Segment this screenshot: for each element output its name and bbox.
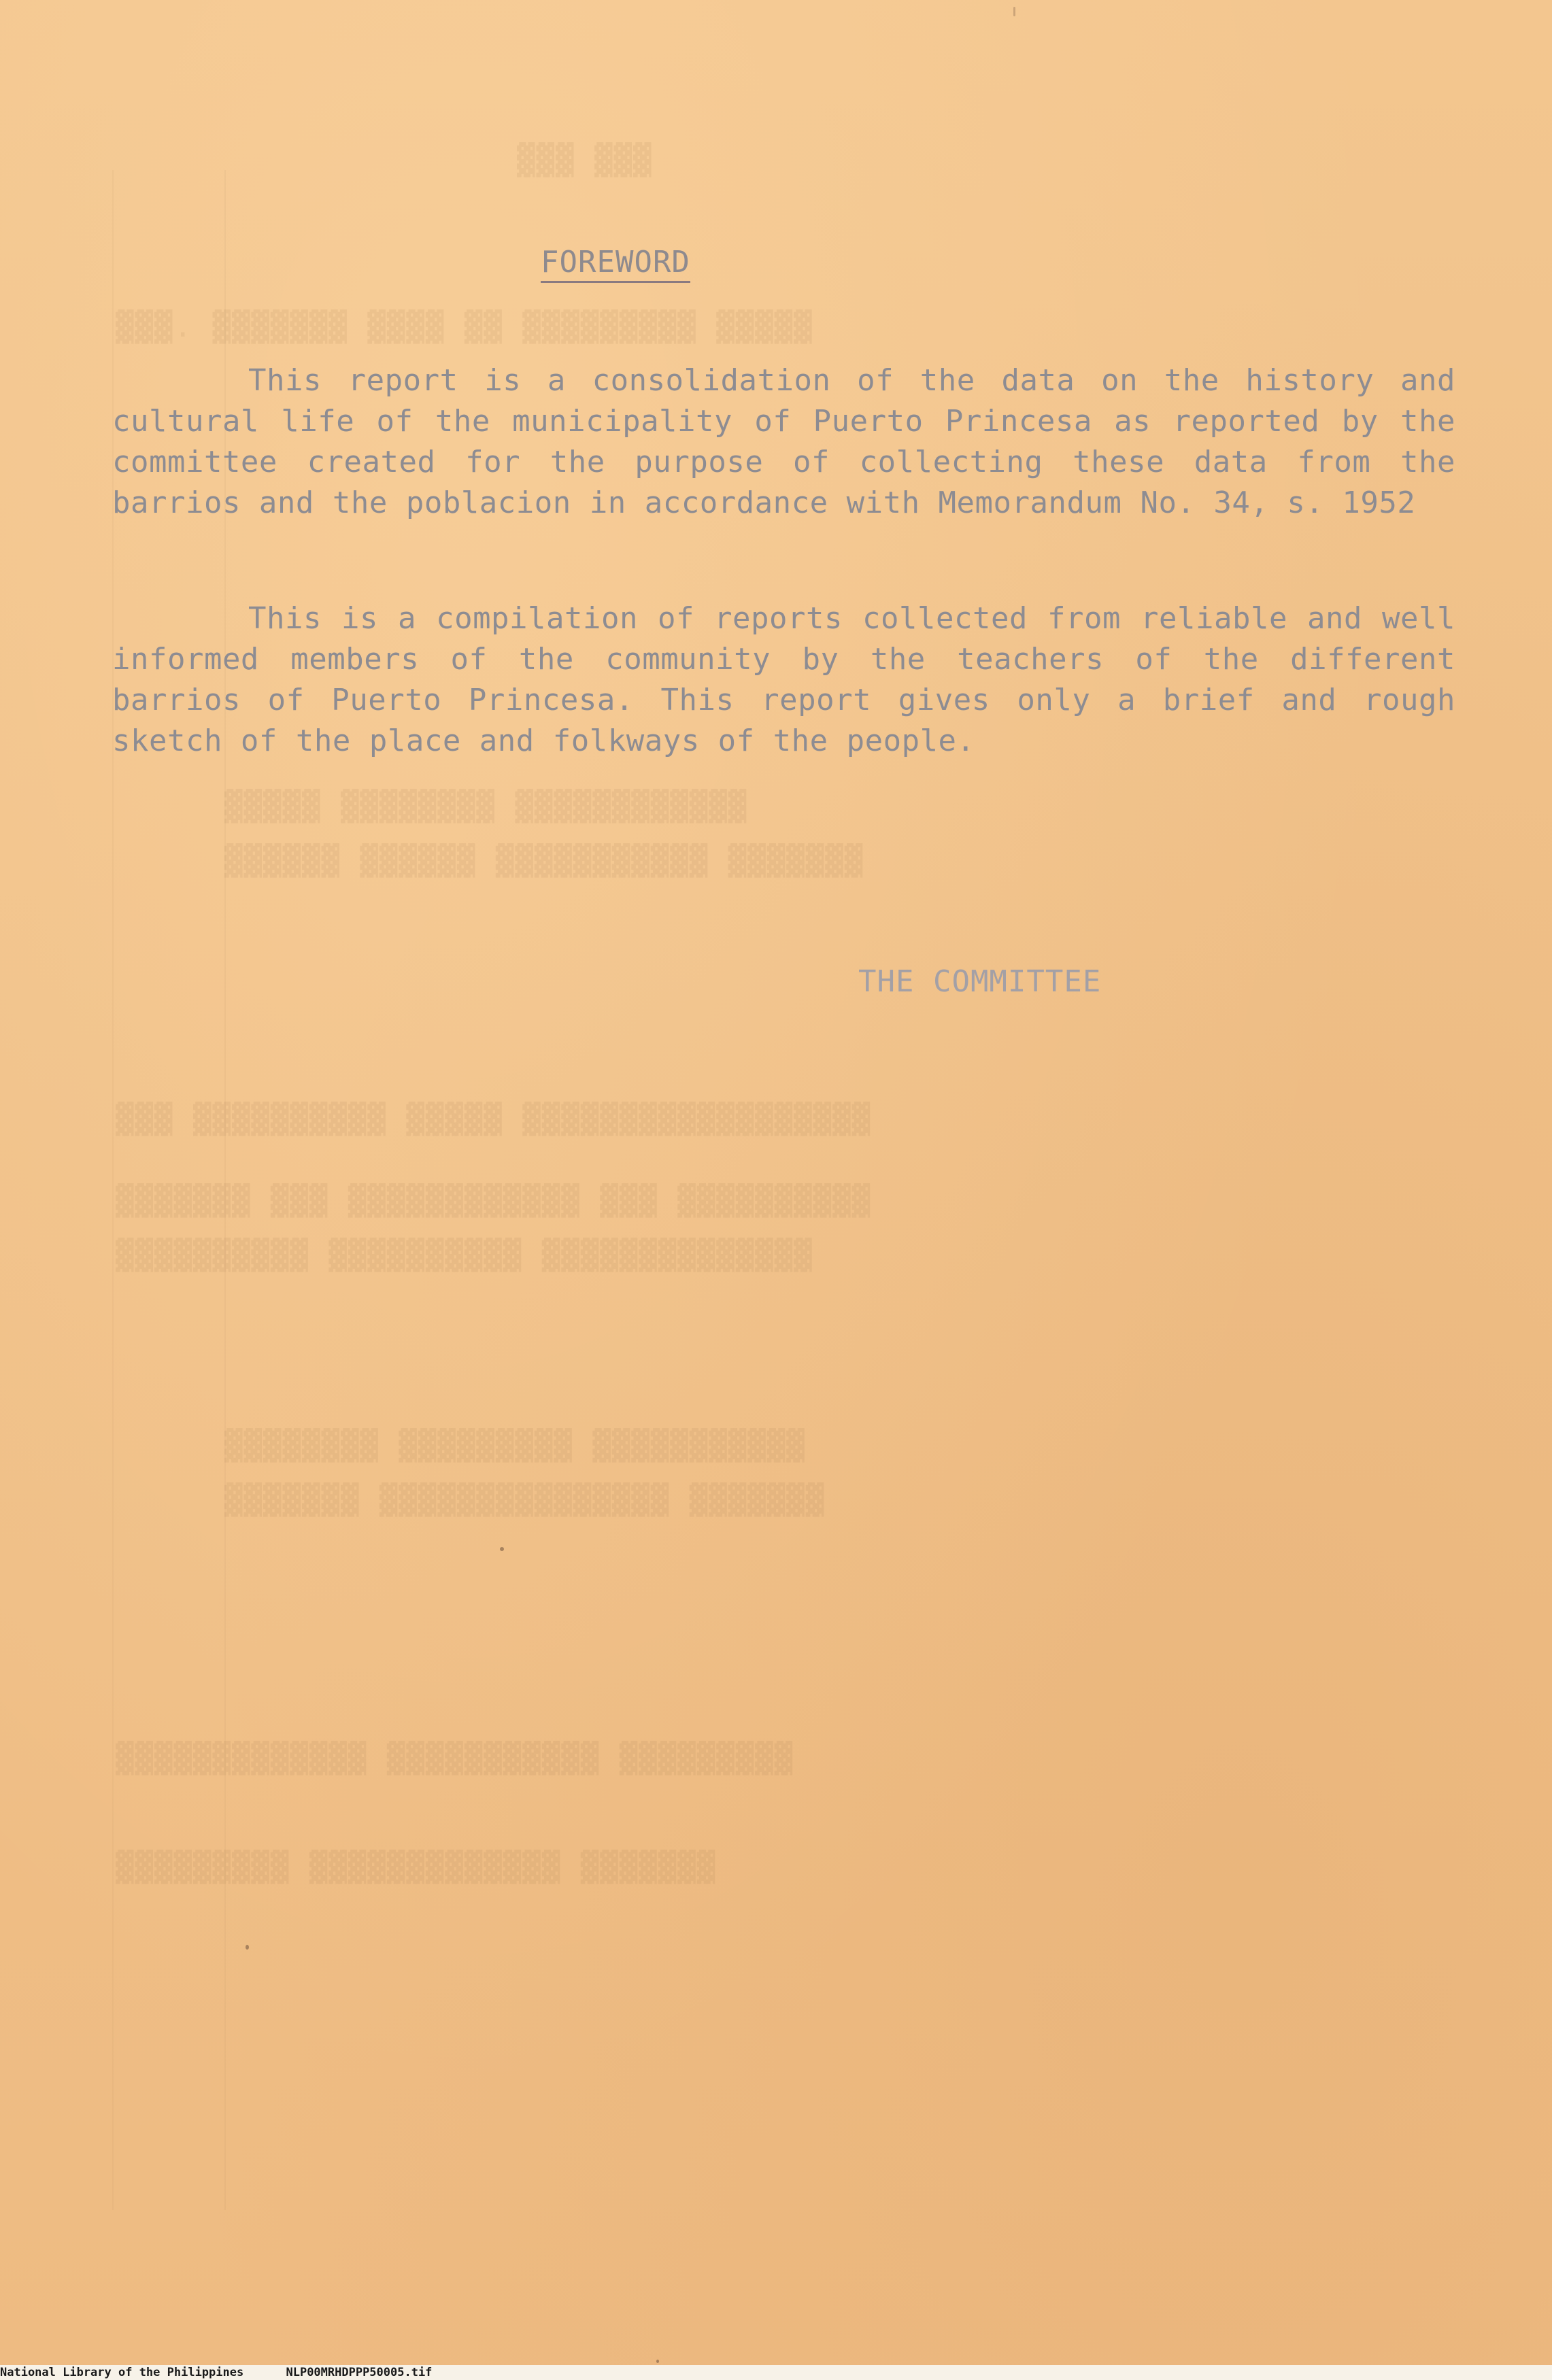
bleed-through-text: ▓▓▓▓▓▓▓ ▓▓▓ ▓▓▓▓▓▓▓▓▓▓▓▓ ▓▓▓ ▓▓▓▓▓▓▓▓▓▓ [116, 1183, 872, 1218]
paper-speck [500, 1547, 504, 1551]
foreword-paragraph-1: This report is a consolidation of the data on the history and cultural life of the municipality of Puerto Princesa as reported by the committee created for the purpose of collecting these data from the barrios and the poblacion in accordance with Memorandum No. 34, s. 1952 [112, 363, 1455, 520]
bleed-through-text: ▓▓▓▓▓▓▓▓▓ ▓▓▓▓▓▓▓▓▓▓▓▓▓ ▓▓▓▓▓▓▓ [116, 1850, 717, 1884]
bleed-through-text: ▓▓▓▓▓▓▓▓▓▓ ▓▓▓▓▓▓▓▓▓▓ ▓▓▓▓▓▓▓▓▓▓▓▓▓▓ [116, 1238, 813, 1272]
bleed-through-text: ▓▓▓▓▓▓ ▓▓▓▓▓▓ ▓▓▓▓▓▓▓▓▓▓▓ ▓▓▓▓▓▓▓ [224, 843, 864, 878]
bleed-through-text: ▓▓▓▓▓ ▓▓▓▓▓▓▓▓ ▓▓▓▓▓▓▓▓▓▓▓▓ [224, 789, 748, 823]
bleed-through-text: ▓▓▓. ▓▓▓▓▓▓▓ ▓▓▓▓ ▓▓ ▓▓▓▓▓▓▓▓▓ ▓▓▓▓▓ [116, 309, 813, 344]
committee-signature: THE COMMITTEE [858, 964, 1102, 999]
paper-speck [1013, 7, 1015, 16]
bleed-through-text: ▓▓▓ ▓▓▓▓▓▓▓▓▓▓ ▓▓▓▓▓ ▓▓▓▓▓▓▓▓▓▓▓▓▓▓▓▓▓▓ [116, 1102, 872, 1136]
bleed-through-text: ▓▓▓ ▓▓▓ [517, 143, 653, 177]
paper-speck [656, 2360, 659, 2363]
bleed-through-text: ▓▓▓▓▓▓▓▓▓▓▓▓▓ ▓▓▓▓▓▓▓▓▓▓▓ ▓▓▓▓▓▓▓▓▓ [116, 1741, 794, 1775]
footer-institution: National Library of the Philippines [0, 2366, 244, 2379]
footer-filename: NLP00MRHDPPP50005.tif [286, 2366, 433, 2379]
scan-footer [0, 2365, 1552, 2380]
paper-speck [246, 1945, 249, 1950]
foreword-paragraph-2: This is a compilation of reports collected from reliable and well informed members of the community by the teachers of the different barrios of Puerto Princesa. This report gives only a brief and rough sketch of the place and folkways of the people. [112, 601, 1455, 758]
bleed-through-text: ▓▓▓▓▓▓▓▓ ▓▓▓▓▓▓▓▓▓ ▓▓▓▓▓▓▓▓▓▓▓ [224, 1428, 806, 1463]
bleed-through-text: ▓▓▓▓▓▓▓ ▓▓▓▓▓▓▓▓▓▓▓▓▓▓▓ ▓▓▓▓▓▓▓ [224, 1482, 826, 1517]
page-title: FOREWORD [541, 245, 690, 283]
